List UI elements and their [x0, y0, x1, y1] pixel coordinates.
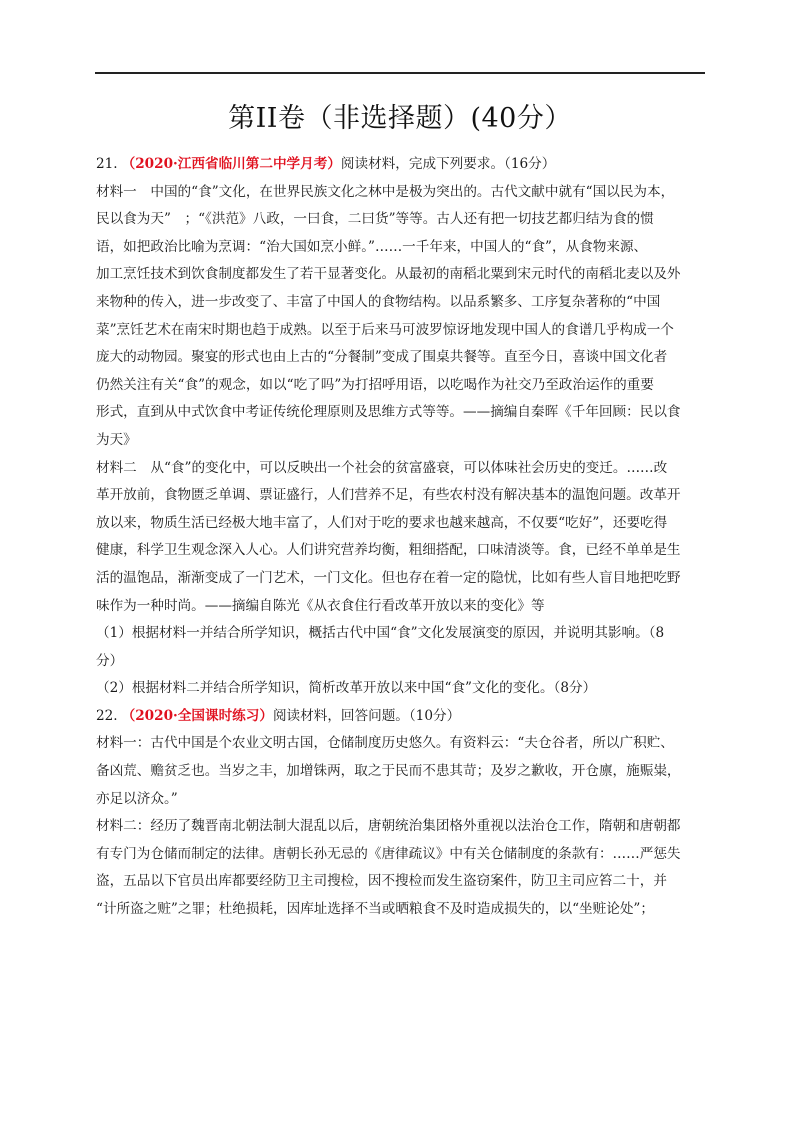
header-rule: [95, 72, 705, 74]
question-21-header: [96, 151, 710, 179]
text-line: 革开放前，食物匮乏单调、票证盛行，人们营养不足，有些农村没有解决基本的温饱问题。改革开: [96, 487, 681, 504]
text-line: 盗，五品以下官员出库都要经防卫主司搜检，因不搜检而发生盗窃案件，防卫主司应笞二十，并: [96, 873, 667, 890]
text-line: 材料一 中国的“食”文化，在世界民族文化之林中是极为突出的。古代文献中就有“国以民为本，: [96, 183, 675, 200]
text-line: 分）: [96, 652, 124, 669]
question-content: [96, 151, 710, 924]
text-line: （1）根据材料一并结合所学知识，概括古代中国“食”文化发展演变的原因，并说明其影响。（8: [96, 625, 665, 642]
text-line: 材料二：经历了魏晋南北朝法制大混乱以后，唐朝统治集团格外重视以法治仓工作，隋朝和唐朝都: [96, 818, 681, 835]
text-line: 庞大的动物园。聚宴的形式也由上古的“分餐制”变成了围桌共餐等。直至今日，喜谈中国文化者: [96, 349, 668, 366]
question-22-material-1: [96, 730, 710, 813]
section-title: 第II卷（非选择题）(40分）: [228, 103, 572, 134]
question-21-material-2: [96, 455, 710, 621]
text-line: 活的温饱品，渐渐变成了一门艺术，一门文化。但也存在着一定的隐忧，比如有些人盲目地把吃野: [96, 569, 681, 586]
question-22-source: （2020·全国课时练习）: [121, 707, 273, 724]
text-line: 形式，直到从中式饮食中考证传统伦理原则及思维方式等等。——摘编自秦晖《千年回顾：民以食: [96, 404, 681, 421]
text-line: 材料二 从“食”的变化中，可以反映出一个社会的贫富盛衰，可以体味社会历史的变迁。……改: [96, 459, 668, 476]
text-line: “计所盗之赃”之罪；杜绝损耗，因库址选择不当或晒粮食不及时造成损失的，以“坐赃论处”；: [96, 901, 654, 918]
text-line: 语，如把政治比喻为烹调：“治大国如烹小鲜。”……一千年来，中国人的“食”，从食物来源、: [96, 238, 648, 255]
text-line: 材料一：古代中国是个农业文明古国，仓储制度历史悠久。有资料云：“夫仓谷者，所以广积贮、: [96, 735, 674, 752]
question-22-material-2: [96, 813, 710, 923]
question-21-number: 21.: [96, 156, 118, 172]
question-21-material-1: [96, 179, 710, 455]
question-22-prompt: 阅读材料，回答问题。（10分）: [272, 707, 461, 724]
text-line: 有专门为仓储而制定的法律。唐朝长孙无忌的《唐律疏议》中有关仓储制度的条款有：……严惩失: [96, 845, 681, 862]
question-22-number: 22.: [96, 707, 118, 724]
question-21-sub-2: （2）根据材料二并结合所学知识，简析改革开放以来中国“食”文化的变化。（8分）: [96, 680, 597, 697]
text-line: 为天》: [96, 431, 137, 448]
text-line: 健康，科学卫生观念深入人心。人们讲究营养均衡，粗细搭配，口味清淡等。食，已经不单单是生: [96, 542, 681, 559]
text-line: 亦足以济众。”: [96, 790, 178, 807]
text-line: 备凶荒、赡贫乏也。当岁之丰，加增铢两，取之于民而不患其苛；及岁之歉收，开仓廪，施赈粜，: [96, 763, 681, 780]
text-line: 加工烹饪技术到饮食制度都发生了若干显著变化。从最初的南稻北粟到宋元时代的南稻北麦以及外: [96, 266, 681, 283]
text-line: 来物种的传入，进一步改变了、丰富了中国人的食物结构。以品系繁多、工序复杂著称的“中国: [96, 293, 661, 310]
question-21-source: （2020·江西省临川第二中学月考）: [121, 156, 341, 172]
text-line: 民以食为天” ；“《洪范》八政，一曰食，二曰货”等等。古人还有把一切技艺都归结为食的惯: [96, 211, 654, 228]
text-line: 仍然关注有关“食”的观念，如以“吃了吗”为打招呼用语，以吃喝作为社交乃至政治运作的重要: [96, 376, 654, 393]
text-line: 味作为一种时尚。——摘编自陈光《从衣食住行看改革开放以来的变化》等: [96, 597, 545, 614]
text-line: 菜”烹饪艺术在南宋时期也趋于成熟。以至于后来马可波罗惊讶地发现中国人的食谱几乎构成一个: [96, 321, 674, 338]
question-21-sub-1: [96, 620, 710, 675]
question-21-prompt: 阅读材料，完成下列要求。（16分）: [340, 156, 556, 172]
text-line: 放以来，物质生活已经极大地丰富了，人们对于吃的要求也越来越高，不仅要“吃好”，还要吃得: [96, 514, 668, 531]
question-22-header: [96, 703, 710, 731]
